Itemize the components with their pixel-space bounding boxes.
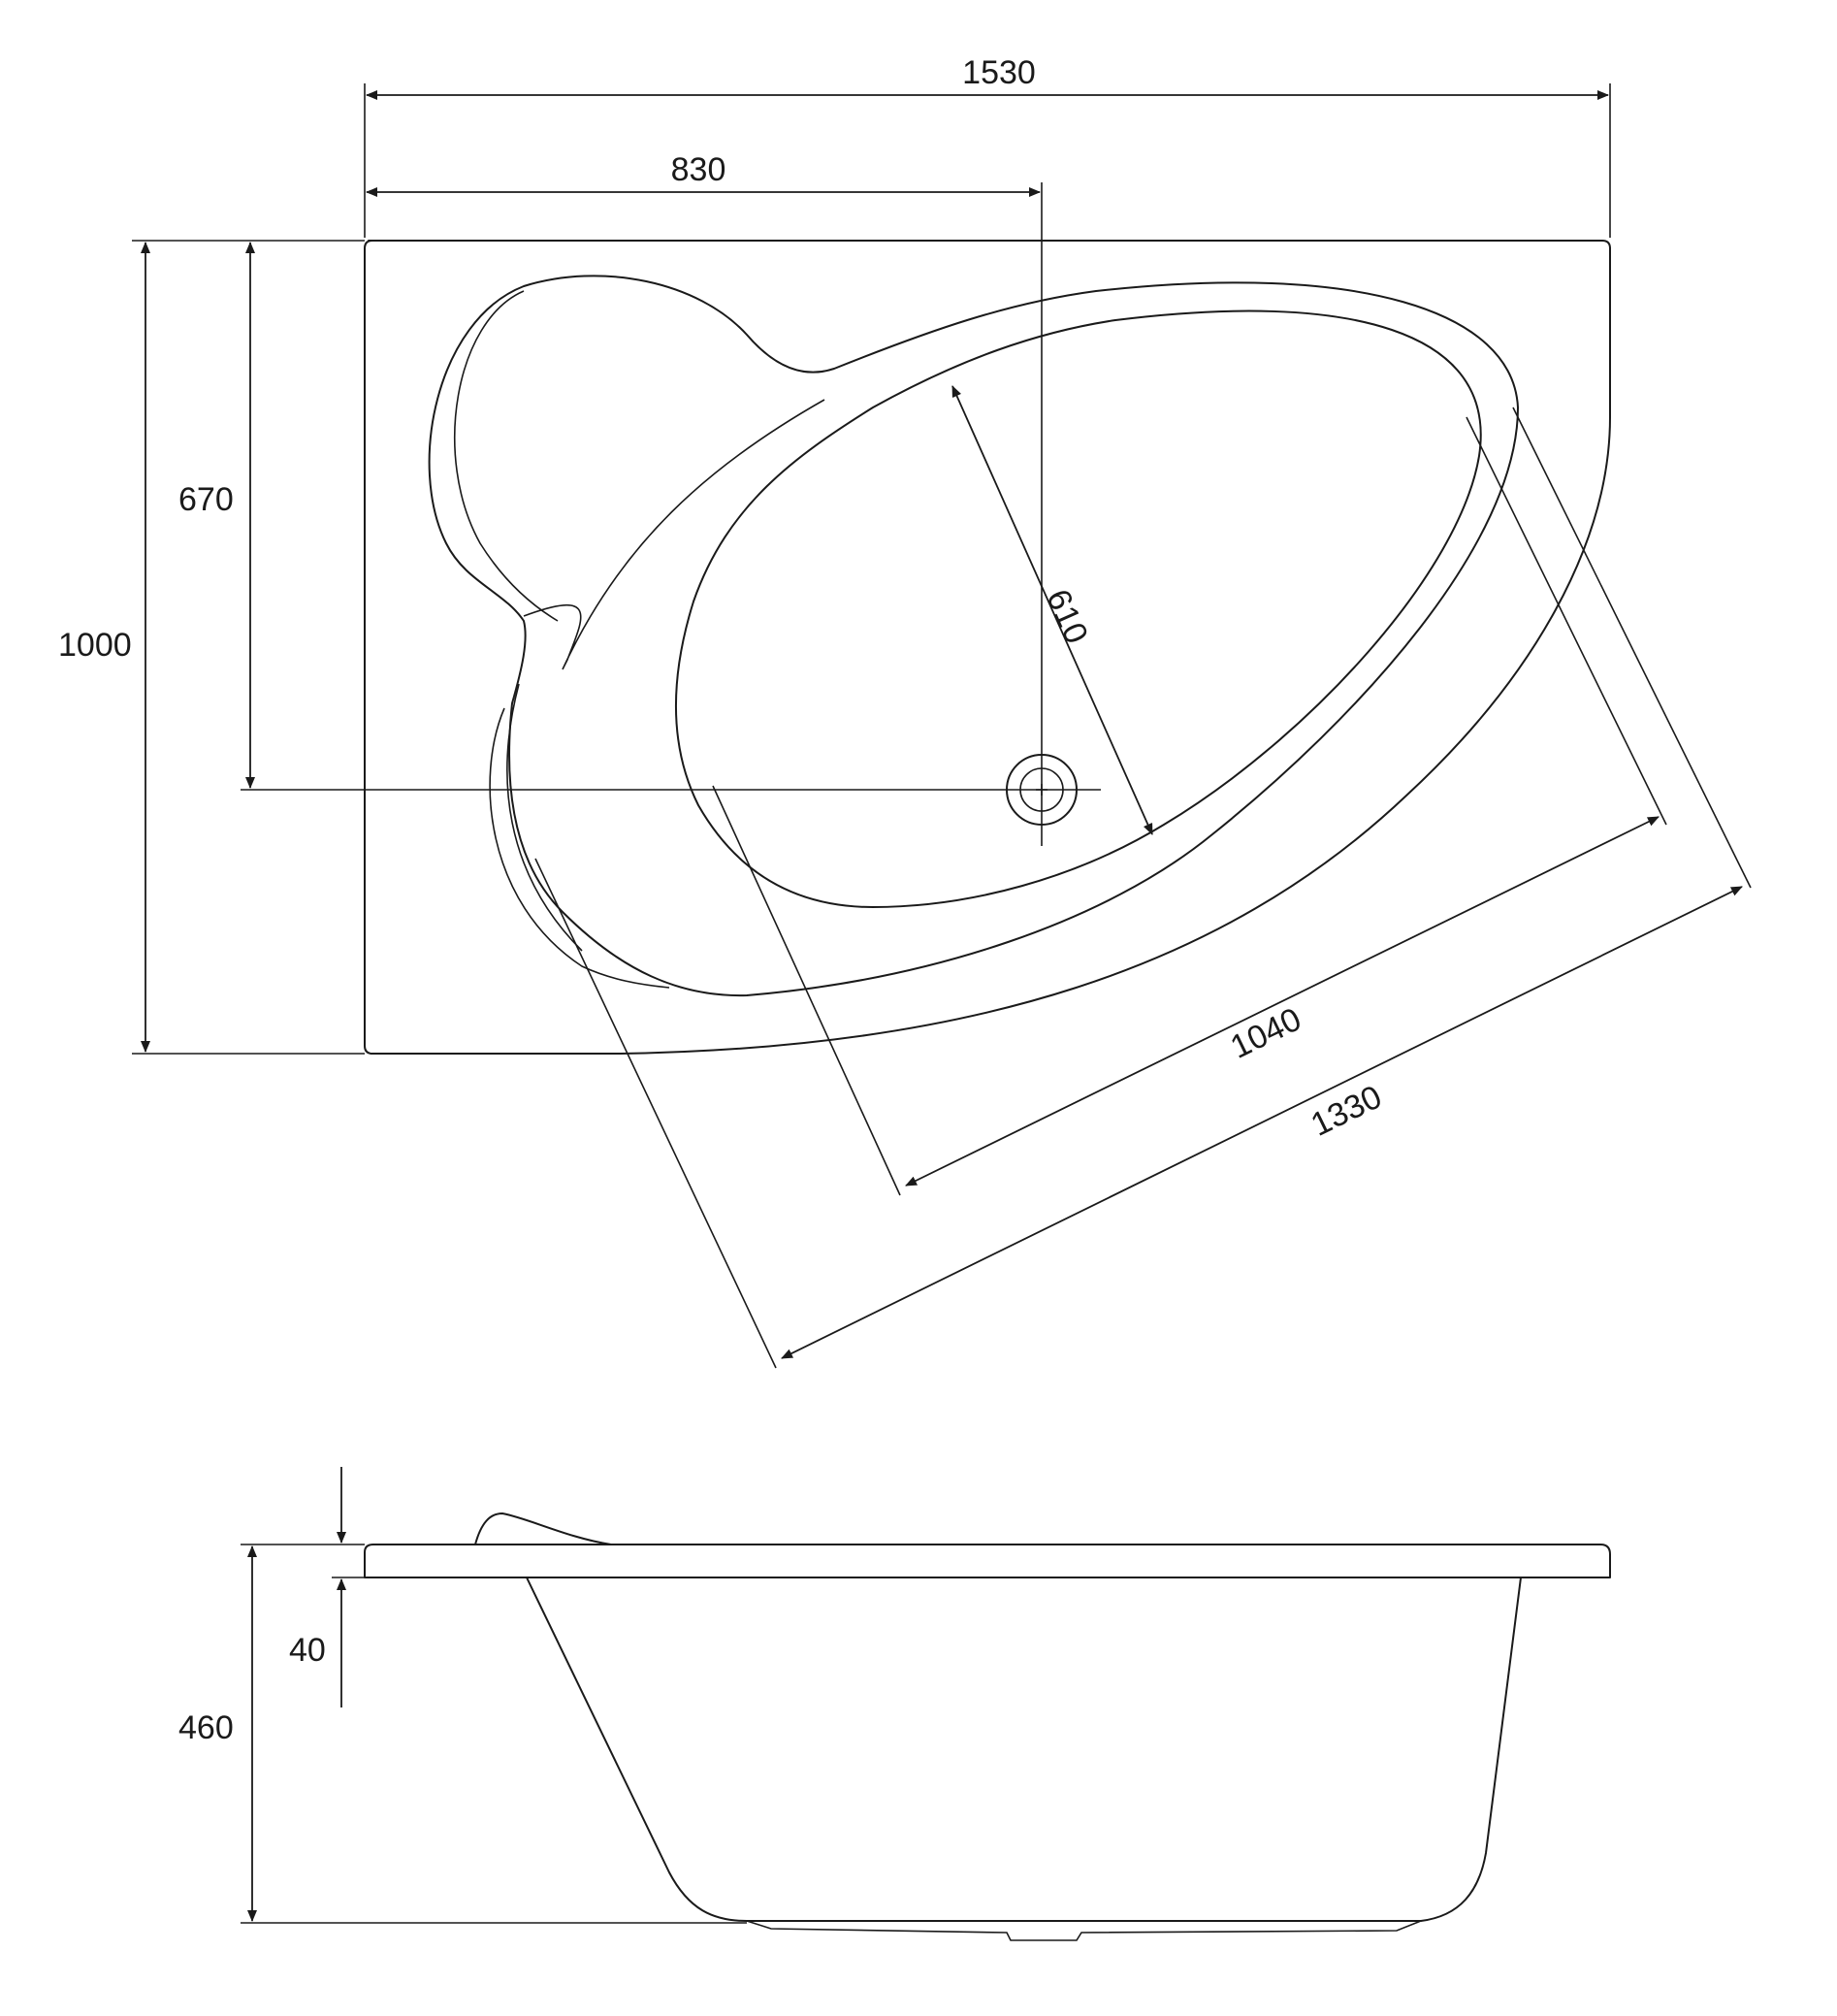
step-curve xyxy=(490,708,669,988)
dim-label-drain-offset-y: 670 xyxy=(178,481,234,518)
dim-label-overall-width: 1530 xyxy=(962,54,1036,91)
dim-label-drain-offset-x: 830 xyxy=(670,151,726,188)
tub-rim-profile xyxy=(365,1545,1610,1577)
dim-line-outer-length xyxy=(782,887,1742,1358)
top-view xyxy=(58,54,1751,1368)
dim-line-inner-basin-length xyxy=(906,817,1659,1186)
dim-label-inner-basin-width: 610 xyxy=(1039,583,1095,650)
dim-label-outer-length: 1330 xyxy=(1305,1078,1388,1144)
dim-label-inner-basin-length: 1040 xyxy=(1224,1000,1307,1066)
dim-label-overall-height: 460 xyxy=(178,1709,234,1746)
backrest-curve xyxy=(524,400,824,669)
dim-label-overall-depth: 1000 xyxy=(58,627,132,664)
headrest-profile xyxy=(475,1513,611,1545)
dim-label-rim-thickness: 40 xyxy=(289,1632,326,1669)
headrest-inner-curve xyxy=(455,291,558,621)
seat-edge xyxy=(507,684,582,951)
tub-body-profile xyxy=(527,1577,1521,1921)
side-view xyxy=(178,1467,1610,1940)
tub-rim-outline xyxy=(430,276,1518,995)
tub-base-profile xyxy=(747,1921,1421,1940)
